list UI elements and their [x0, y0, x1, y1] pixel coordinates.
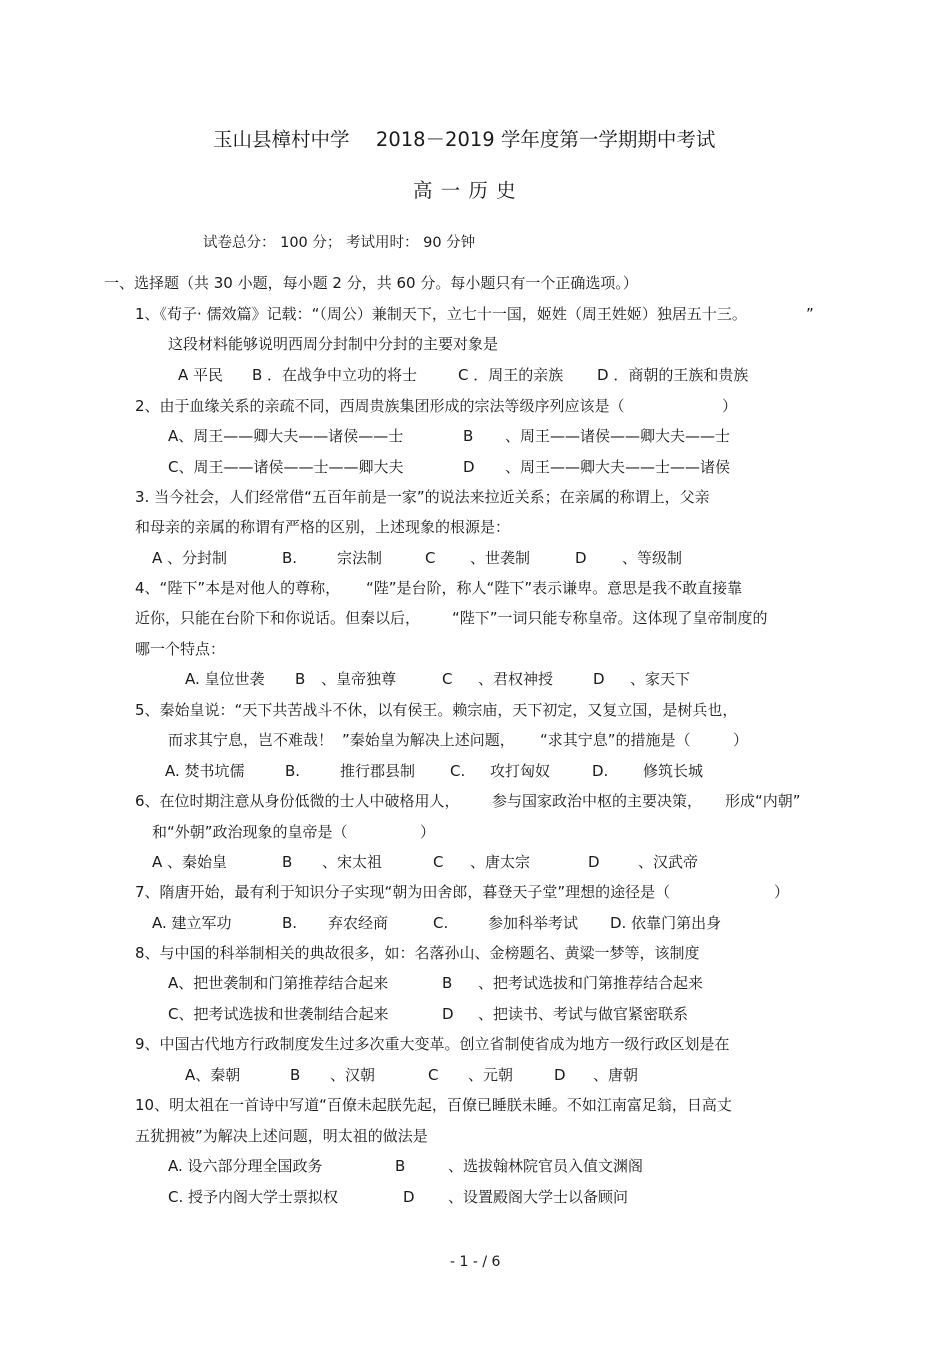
q1-option-b: B ．在战争中立功的将士 [252, 366, 418, 384]
q10-option-c: C. 授予内阁大学士票拟权 [168, 1188, 339, 1206]
q4-stem-line1a: 4、“陛下”本是对他人的尊称， [135, 579, 341, 597]
q3-option-b: 宗法制 [337, 549, 383, 567]
q5-option-b: 推行郡县制 [340, 762, 416, 780]
q8-option-b: 、把考试选拔和门第推荐结合起来 [478, 974, 704, 992]
q4-option-c: 、君权神授 [478, 670, 554, 688]
q5-option-d-letter: D. [592, 762, 609, 780]
q7-option-b-letter: B. [282, 914, 298, 932]
q3-option-b-letter: B. [282, 549, 298, 567]
q1-option-d: D ．商朝的王族和贵族 [597, 366, 749, 384]
q6-stem-line2: 和“外朝”政治现象的皇帝是（ [152, 823, 348, 841]
q5-stem-line2b: ”秦始皇为解决上述问题， [342, 731, 515, 749]
q2-stem: 2、由于血缘关系的亲疏不同，西周贵族集团形成的宗法等级序列应该是（ [135, 397, 625, 415]
q7-stem: 7、隋唐开始，最有利于知识分子实现“朝为田舍郎，暮登天子堂”理想的途径是（ [135, 883, 671, 901]
q6-stem-line1c: 形成“内朝” [725, 792, 801, 810]
exam-title [213, 130, 715, 150]
q7-paren: ） [774, 883, 790, 901]
q8-option-d: 、把读书、考试与做官紧密联系 [478, 1005, 689, 1023]
q5-option-c-letter: C. [450, 762, 466, 780]
q2-option-c: C、周王——诸侯——士——卿大夫 [168, 458, 404, 476]
q4-option-d-letter: D [593, 670, 605, 688]
q5-option-b-letter: B. [285, 762, 301, 780]
q9-option-b-letter: B [290, 1066, 301, 1084]
q3-option-a: A 、分封制 [152, 549, 228, 567]
q6-option-c-letter: C [433, 853, 444, 871]
page-number: - 1 - / 6 [450, 1254, 501, 1270]
q9-option-c: 、元朝 [468, 1066, 514, 1084]
q9-option-d-letter: D [554, 1066, 566, 1084]
q3-stem-line1: 3. 当今社会，人们经常借“五百年前是一家”的说法来拉近关系；在亲属的称谓上，父亲 [135, 488, 710, 506]
q7-option-b: 弃农经商 [328, 914, 389, 932]
q2-paren: ） [722, 397, 738, 415]
q10-stem-line1: 10、明太祖在一首诗中写道“百僚未起朕先起，百僚已睡朕未睡。不如江南富足翁，日高丈 [135, 1096, 732, 1114]
q6-option-b-letter: B [282, 853, 293, 871]
q8-option-b-letter: B [442, 974, 453, 992]
q6-stem-line1a: 6、在位时期注意从身份低微的士人中破格用人， [135, 792, 460, 810]
q2-option-d: 、周王——卿大夫——士——诸侯 [505, 458, 731, 476]
q10-option-d-letter: D [403, 1188, 415, 1206]
section-heading: 一、选择题（共 30 小题，每小题 2 分，共 60 分。每小题只有一个正确选项。） [104, 274, 638, 292]
q7-option-c: 参加科举考试 [488, 914, 579, 932]
q4-stem-line2b: “陛下”一词只能专称皇帝。这体现了皇帝制度的 [452, 609, 768, 627]
title-school: 玉山县樟村中学 [213, 128, 350, 151]
q6-option-b: 、宋太祖 [322, 853, 383, 871]
q10-option-a: A. 设六部分理全国政务 [168, 1157, 323, 1175]
q7-option-a: A. 建立军功 [152, 914, 232, 932]
q3-option-d: 、等级制 [622, 549, 683, 567]
q9-option-a: A、秦朝 [185, 1066, 241, 1084]
q8-option-c: C、把考试选拔和世袭制结合起来 [168, 1005, 389, 1023]
q9-option-d: 、唐朝 [593, 1066, 639, 1084]
q10-option-b: 、选拔翰林院官员入值文渊阁 [448, 1157, 644, 1175]
q3-option-d-letter: D [575, 549, 587, 567]
q1-stem-line1: 1、《荀子· 儒效篇》记载：“（周公）兼制天下，立七十一国，姬姓（周王姓姬）独居五十三。 [135, 305, 747, 323]
q5-stem-line2c: “求其宁息”的措施是（ [540, 731, 691, 749]
q4-option-b-letter: B [295, 670, 306, 688]
q10-option-b-letter: B [395, 1157, 406, 1175]
q9-stem: 9、中国古代地方行政制度发生过多次重大变革。创立省制使省成为地方一级行政区划是在 [135, 1035, 730, 1053]
q4-option-b: 、皇帝独尊 [321, 670, 397, 688]
subject-title: 高 一 历 史 [413, 179, 517, 202]
q4-stem-line2a: 近你，只能在台阶下和你说话。但秦以后， [135, 609, 421, 627]
q2-option-b-letter: B [463, 427, 474, 445]
title-exam: 2018－2019 学年度第一学期期中考试 [375, 128, 716, 151]
q1-stem-quote: ” [806, 305, 814, 323]
q7-option-d: D. 依靠门第出身 [610, 914, 722, 932]
q4-option-c-letter: C [442, 670, 453, 688]
q5-option-a: A. 焚书坑儒 [165, 762, 245, 780]
q6-stem-paren: ） [420, 823, 436, 841]
q4-option-d: 、家天下 [630, 670, 691, 688]
q3-stem-line2: 和母亲的亲属的称谓有严格的区别，上述现象的根源是： [135, 518, 511, 536]
q9-option-c-letter: C [428, 1066, 439, 1084]
q5-stem-line1: 5、秦始皇说：“天下共苦战斗不休，以有侯王。赖宗庙，天下初定，又复立国，是树兵也， [135, 701, 738, 719]
q5-option-c: 攻打匈奴 [490, 762, 551, 780]
q1-stem-line2: 这段材料能够说明西周分封制中分封的主要对象是 [168, 335, 499, 353]
q3-option-c: 、世袭制 [470, 549, 531, 567]
q8-stem: 8、与中国的科举制相关的典故很多，如：名落孙山、金榜题名、黄粱一梦等，该制度 [135, 944, 700, 962]
q2-option-a: A、周王——卿大夫——诸侯——士 [168, 427, 404, 445]
q4-option-a: A. 皇位世袭 [185, 670, 265, 688]
q4-stem-line1b: “陛”是台阶，称人“陛下”表示谦卑。意思是我不敢直接靠 [366, 579, 743, 597]
q8-option-d-letter: D [442, 1005, 454, 1023]
q4-stem-line3: 哪一个特点： [135, 640, 226, 658]
q1-option-a: A 平民 [178, 366, 224, 384]
q5-option-d: 修筑长城 [643, 762, 704, 780]
exam-meta: 试卷总分： 100 分； 考试用时： 90 分钟 [203, 235, 476, 251]
q2-option-d-letter: D [463, 458, 475, 476]
q2-option-b: 、周王——诸侯——卿大夫——士 [505, 427, 731, 445]
q6-option-a: A 、秦始皇 [152, 853, 228, 871]
q5-stem-line2a: 而求其宁息，岂不难哉！ [168, 731, 334, 749]
q6-option-c: 、唐太宗 [470, 853, 531, 871]
q10-stem-line2: 五犹拥被”为解决上述问题，明太祖的做法是 [135, 1127, 428, 1145]
q9-option-b: 、汉朝 [330, 1066, 376, 1084]
q1-option-c: C ．周王的亲族 [458, 366, 564, 384]
q7-option-c-letter: C. [433, 914, 449, 932]
q8-option-a: A、把世袭制和门第推荐结合起来 [168, 974, 389, 992]
q6-option-d: 、汉武帝 [638, 853, 699, 871]
q10-option-d: 、设置殿阁大学士以备顾问 [448, 1188, 629, 1206]
q5-stem-line2d: ） [733, 731, 749, 749]
q6-stem-line1b: 参与国家政治中枢的主要决策， [492, 792, 703, 810]
q3-option-c-letter: C [425, 549, 436, 567]
q6-option-d-letter: D [588, 853, 600, 871]
